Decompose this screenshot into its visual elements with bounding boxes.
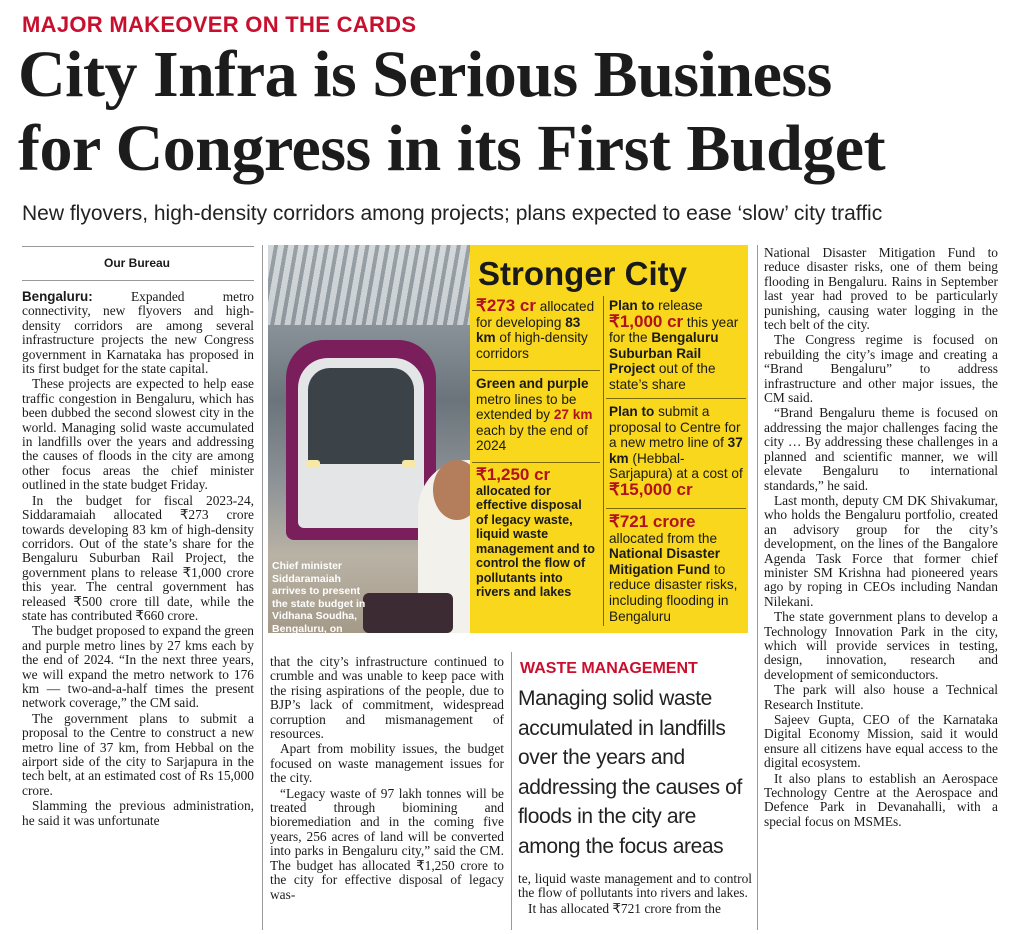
metro-train xyxy=(286,340,436,540)
paragraph: It has allocated ₹721 crore from the xyxy=(528,900,721,916)
budget-briefcase xyxy=(363,593,453,633)
waste-management-label: WASTE MANAGEMENT xyxy=(520,660,698,677)
article-column-2 xyxy=(270,655,504,903)
article-column-3 xyxy=(518,872,752,917)
subheadline: New flyovers, high-density corridors among projects; plans expected to ease ‘slow’ city traffic xyxy=(22,202,883,225)
pull-quote: Managing solid waste accumulated in landfills over the years and addressing the causes of floods in the city are among the focus areas xyxy=(518,687,742,858)
paragraph: The budget proposed to expand the green and purple metro lines by 27 kms each by the end of 2024. “In the next three years, we will expand the metro network to 176 km — two-and-a-half times the present network coverage,” the CM said. xyxy=(22,623,254,711)
station-roof xyxy=(268,245,470,325)
factbox-item: Plan to submit a proposal to Centre for a new metro line of 37 km (Hebbal-Sarjapura) at a cost of ₹15,000 cr xyxy=(609,404,743,499)
dateline: Bengaluru: xyxy=(22,289,93,304)
column-divider xyxy=(262,245,263,930)
article-column-4 xyxy=(764,246,998,830)
column-divider xyxy=(757,245,758,930)
paragraph: Last month, deputy CM DK Shivakumar, who holds the Bengaluru portfolio, created an advisory group for the city’s development, on the lines of the Bangalore Agenda Task Force that former chief minister SM Krishna had pioneered years ago by roping in CEOs including Nandan Nilekani. xyxy=(764,492,998,609)
paragraph: that the city’s infrastructure continued to crumble and was unable to keep pace with the rising aspirations of the people, due to BJP’s lack of commitment, widespread corruption and mismanagement of resources. xyxy=(270,654,504,742)
paragraph: Apart from mobility issues, the budget focused on waste management issues for the city. xyxy=(270,741,504,786)
byline-rule-top xyxy=(22,246,254,247)
kicker: MAJOR MAKEOVER ON THE CARDS xyxy=(22,12,417,37)
paragraph: The Congress regime is focused on rebuilding the city’s image and creating a “Brand Bengaluru” to address infrastructure and other major issues, the CM said. xyxy=(764,332,998,406)
factbox-divider xyxy=(603,296,604,626)
column-divider xyxy=(511,652,512,930)
paragraph: The state government plans to develop a Technology Innovation Park in the city, which will provide services in testing, design, innovation, research and development of semiconductors. xyxy=(764,609,998,682)
paragraph: Slamming the previous administration, he said it was unfortunate xyxy=(22,798,254,828)
paragraph: National Disaster Mitigation Fund to reduce disaster risks, one of them being flooding in Bengaluru. Rains in September last year had proved to be particularly punishing, causing water logging in the tech belt of the city. xyxy=(764,245,998,333)
paragraph: These projects are expected to help ease traffic congestion in Bengaluru, which has been dubbed the second slowest city in the world. Managing solid waste accumulated in landfills over the years and addressing the causes of floods in the city are among other focus areas the chief minister outlined in the state budget Friday. xyxy=(22,376,254,493)
headline xyxy=(18,38,1018,186)
paragraph: te, liquid waste management and to control the flow of pollutants into rivers and lakes. xyxy=(518,871,752,901)
paragraph: The park will also house a Technical Research Institute. xyxy=(764,682,998,712)
paragraph: Bengaluru: Expanded metro connectivity, new flyovers and high-density corridors are among several infrastructure projects the new Congress government in Karnataka has proposed in its first budget for the state capital. xyxy=(22,289,254,377)
paragraph: Sajeev Gupta, CEO of the Karnataka Digital Economy Mission, said it would ensure all citizens have equal access to the digital ecosystem. xyxy=(764,712,998,771)
paragraph: “Brand Bengaluru theme is focused on addressing the major challenges facing the city … By addressing these challenges in a planned and scientific manner, we will elevate Bengaluru to international standards,” he said. xyxy=(764,405,998,493)
factbox-title: Stronger City xyxy=(478,255,688,292)
factbox-item: ₹721 crore allocated from the National Disaster Mitigation Fund to reduce disaster risks, including flooding in Bengaluru xyxy=(609,512,738,624)
paragraph: In the budget for fiscal 2023-24, Siddaramaiah allocated ₹273 crore towards developing 83 km of high-density corridors. Out of the state’s share for the Bengaluru Suburban Rail Project, the government plans to release ₹1,000 crore this year. The central government has released ₹500 crore till date, while the state has contributed ₹660 crore. xyxy=(22,492,254,623)
factbox-item: Plan to release ₹1,000 cr this year for the Bengaluru Suburban Rail Project out of the state’s share xyxy=(609,298,739,392)
headline-line-2: for Congress in its First Budget xyxy=(18,112,886,185)
factbox-item: Green and purple metro lines to be extended by 27 km each by the end of 2024 xyxy=(476,376,593,454)
byline-rule-bottom xyxy=(22,280,254,281)
headline-line-1: City Infra is Serious Business xyxy=(18,38,832,111)
factbox-item: ₹273 cr allocated for developing 83 km of high-density corridors xyxy=(476,296,595,361)
factbox-item: ₹1,250 cr allocated for effective disposal of legacy waste, liquid waste management and to control the flow of pollutants into rivers and lakes xyxy=(476,465,595,599)
photo-caption: Chief minister Siddaramaiah arrives to present the state budget in Vidhana Soudha, Bengaluru, on Friday. –ET Photo xyxy=(272,560,366,647)
byline: Our Bureau xyxy=(103,256,170,270)
paragraph: It also plans to establish an Aerospace Technology Centre at the Aerospace and Defence Park in Devanahalli, with a special focus on MSMEs. xyxy=(764,770,998,829)
paragraph: “Legacy waste of 97 lakh tonnes will be treated through biomining and bioremediation and in the coming five years, 256 acres of land will be converted into parks in Bengaluru city,” said the CM. The budget has allocated ₹1,250 crore to the city for effective disposal of legacy was- xyxy=(270,785,504,902)
paragraph: The government plans to submit a proposal to the Centre to construct a new metro line of 37 km, from Hebbal on the airport side of the city to Sarjapura in the tech belt, at an estimated cost of Rs 15,000 crore. xyxy=(22,710,254,798)
article-column-1 xyxy=(22,290,254,829)
